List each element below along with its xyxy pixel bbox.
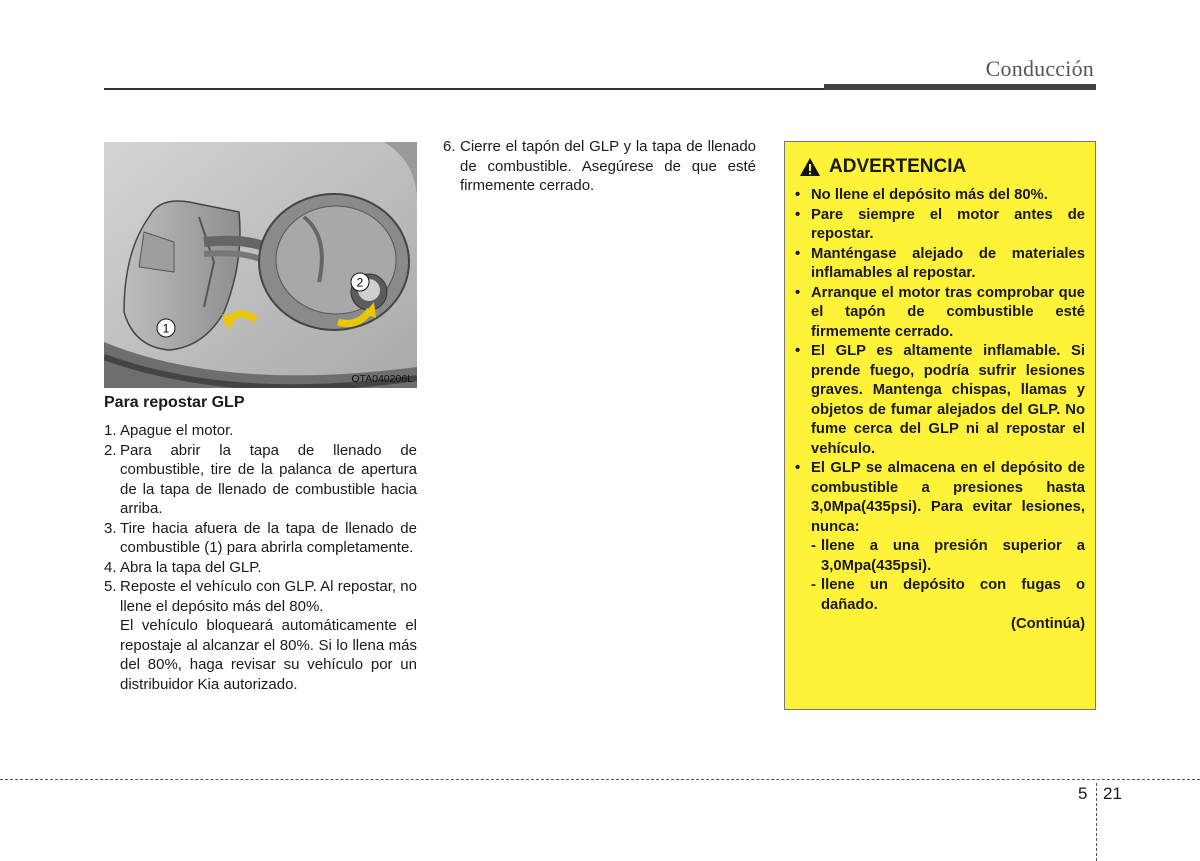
footer-rule: [0, 779, 1200, 780]
warning-item: [793, 459, 1085, 635]
warning-item-text: No llene el depósito más del 80%.: [811, 187, 1048, 203]
fuel-door-illustration: [104, 142, 417, 388]
step-item: [443, 137, 756, 196]
page-number-separator: [1096, 783, 1097, 861]
continues-label: (Continúa): [1011, 616, 1085, 632]
page-header-title: Conducción: [985, 56, 1094, 81]
step-item: [104, 441, 417, 519]
bullet: •: [795, 284, 801, 301]
step-text: Reposte el vehículo con GLP. Al repostar, no llene el depósito más del 80%.: [120, 578, 417, 615]
step-number: 1.: [104, 422, 117, 439]
section-title: Para repostar GLP: [104, 394, 245, 411]
warning-item: [793, 342, 1085, 459]
warning-item-text: El GLP es altamente inflamable. Si prende fuego, podría sufrir lesiones graves. Mantenga chispas, llamas y objetos de fumar alejados del GLP. No fume cerca del GLP ni al repostar el vehículo.: [811, 343, 1085, 457]
step-number: 2.: [104, 441, 117, 459]
warning-subitem-text: llene un depósito con fugas o dañado.: [821, 577, 1085, 613]
step-number: 3.: [104, 519, 117, 537]
warning-item-text: Arranque el motor tras comprobar que el tapón de combustible esté firmemente cerrado.: [811, 284, 1085, 340]
warning-item-text: Pare siempre el motor antes de repostar.: [811, 206, 1085, 242]
chapter-number: 5: [1078, 784, 1088, 803]
step-item: [104, 421, 417, 441]
callout-2-label: 2: [356, 275, 364, 290]
callout-1-label: 1: [162, 321, 170, 336]
warning-item-text: El GLP se almacena en el depósito de combustible a presiones hasta 3,0Mpa(435psi). Para evitar lesiones, nunca:: [811, 460, 1085, 535]
bullet: •: [795, 187, 801, 203]
warning-item: [793, 245, 1085, 284]
warning-subitem: [811, 537, 1085, 576]
warning-item-text: Manténgase alejado de materiales inflamables al repostar.: [811, 245, 1085, 281]
warning-box: [784, 141, 1096, 710]
bullet: •: [795, 460, 801, 476]
header-rule-accent: [824, 84, 1096, 90]
step-note: El vehículo bloqueará automáticamente el repostaje al alcanzar el 80%. Si lo llena más del 80%, haga revisar su vehículo por un distribuidor Kia autorizado.: [120, 617, 417, 693]
dash: -: [811, 577, 816, 593]
figure-code: OTA040206L: [351, 373, 413, 385]
bullet: •: [795, 206, 801, 223]
step-number: 5.: [104, 578, 117, 595]
fuel-door-drawing: [104, 142, 417, 388]
bullet: •: [795, 245, 801, 262]
step-text: Abra la tapa del GLP.: [120, 558, 262, 576]
step-number: 6.: [443, 138, 456, 155]
step-item: [104, 558, 417, 578]
column-two: [443, 137, 756, 196]
step-number: 4.: [104, 558, 117, 576]
warning-subitem-text: llene a una presión superior a 3,0Mpa(435psi).: [821, 538, 1085, 574]
warning-item: [793, 186, 1085, 206]
step-item: [104, 577, 417, 694]
step-text: Cierre el tapón del GLP y la tapa de llenado de combustible. Asegúrese de que esté firmemente cerrado.: [460, 138, 756, 194]
bullet: •: [795, 343, 801, 359]
warning-list: [793, 186, 1085, 635]
dash: -: [811, 538, 816, 554]
refuel-steps-list: [104, 421, 417, 694]
warning-item: [793, 284, 1085, 343]
warning-subitem: [811, 576, 1085, 615]
step-text: Apague el motor.: [120, 422, 234, 439]
warning-item: [793, 206, 1085, 245]
warning-triangle-icon: [799, 157, 821, 177]
step-item: [104, 519, 417, 558]
page-number: 21: [1103, 784, 1122, 803]
warning-title: ADVERTENCIA: [829, 156, 967, 177]
step-text: Tire hacia afuera de la tapa de llenado de combustible (1) para abrirla completamente.: [120, 519, 417, 556]
warning-header: [799, 156, 966, 178]
step-text: Para abrir la tapa de llenado de combustible, tire de la palanca de apertura de la tapa de llenado de combustible hacia arriba.: [120, 441, 417, 517]
